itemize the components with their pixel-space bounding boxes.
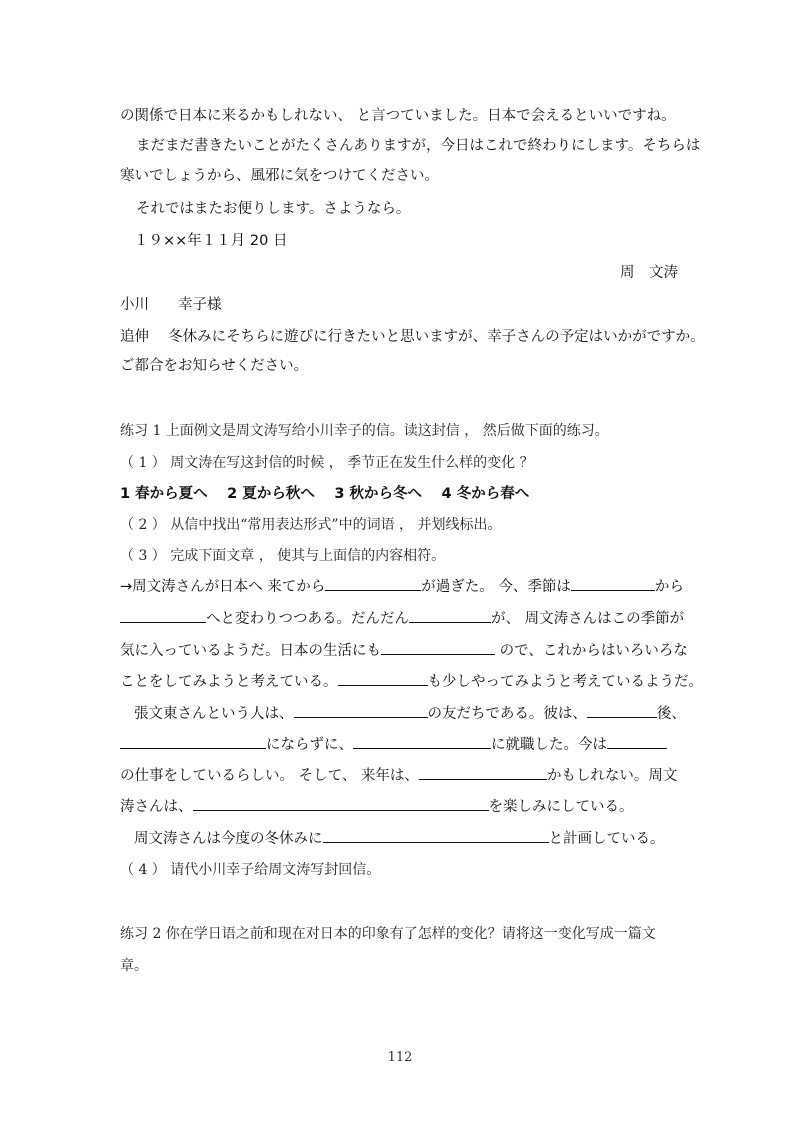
fill-line-5: [134, 704, 686, 724]
fill-line-4: [120, 672, 703, 692]
letter-line-1: の関係で日本に来るかもしれない、 と言つていました。日本で会えるといいですね。: [120, 108, 676, 124]
letter-postscript: [120, 327, 705, 347]
fill-blank[interactable]: [120, 609, 206, 623]
fill-blank[interactable]: [381, 641, 495, 655]
letter-postscript-line-2: ご都合をお知らせください。: [120, 358, 309, 374]
fill-line-6: [120, 735, 667, 755]
exercise1-q2: （ 2 ） 从信中找出“常用表达形式”中的词语 ， 并划线标出。: [120, 517, 502, 533]
fill-text: から: [654, 579, 684, 595]
letter-line-2: まだまだ書きたいことがたくさんありますが，今日はこれで終わりにします。そちらは: [136, 138, 701, 154]
fill-blank[interactable]: [409, 609, 491, 623]
fill-text: 涛さんは、: [120, 799, 193, 815]
fill-blank[interactable]: [325, 577, 421, 591]
fill-text: に就職した。今は: [491, 737, 607, 753]
fill-blank[interactable]: [587, 704, 657, 718]
exercise1-q1: （ 1 ） 周文涛在写这封信的时候 ， 季节正在发生什么样的变化 ？: [120, 455, 534, 471]
exercise1-q3: （ 3 ） 完成下面文章 ， 使其与上面信的内容相符。: [120, 548, 446, 564]
exercise2-line-2: 章。: [120, 958, 148, 974]
ps-label: 追伸: [120, 329, 149, 345]
fill-line-7: [120, 766, 677, 786]
fill-blank[interactable]: [120, 735, 266, 749]
fill-text: へと変わりつつある。だんだん: [206, 611, 409, 627]
fill-blank[interactable]: [607, 735, 667, 749]
fill-text: の友だちである。彼は、: [427, 706, 587, 722]
fill-text: と計画している。: [548, 831, 665, 847]
fill-blank[interactable]: [353, 735, 491, 749]
fill-text: 周文涛さんは今度の冬休みに: [134, 831, 323, 847]
ps-text: 冬休みにそちらに遊びに行きたいと思いますが、幸子さんの予定はいかがですか。: [168, 329, 705, 345]
fill-text: かもしれない。周文: [546, 768, 678, 784]
fill-blank[interactable]: [323, 829, 549, 843]
fill-line-1: [120, 577, 684, 597]
letter-line-3: 寒いでしょうから、風邪に気をつけてください。: [120, 168, 439, 184]
fill-blank[interactable]: [338, 672, 428, 686]
fill-text: 張文東さんという人は、: [134, 706, 294, 722]
fill-line-9: [134, 829, 665, 849]
fill-text: が、 周文涛さんはこの季節が: [491, 611, 685, 627]
fill-text: →周文涛さんが日本へ 来てから: [120, 579, 326, 595]
fill-text: 気に入っているようだ。日本の生活にも: [120, 643, 381, 659]
fill-blank[interactable]: [193, 797, 489, 811]
exercise1-title: 练习 1 上面例文是周文涛写给小川幸子的信。读这封信 ， 然后做下面的练习。: [120, 423, 609, 439]
fill-blank[interactable]: [571, 577, 655, 591]
fill-text: の仕事をしているらしい。 そして、 来年は、: [120, 768, 419, 784]
fill-text: ことをしてみようと考えている。: [120, 674, 338, 690]
exercise1-q4: （ 4 ） 请代小川幸子给周文涛写封回信。: [120, 862, 381, 878]
letter-recipient: 小川 幸子様: [120, 297, 222, 313]
fill-line-2: [120, 609, 684, 629]
exercise1-options: 1 春から夏へ 2 夏から秋へ 3 秋から冬へ 4 冬から春へ: [120, 486, 530, 502]
page-number: 112: [387, 1050, 413, 1065]
exercise2-line-1: 练习 2 你在学日语之前和现在对日本的印象有了怎样的变化？请将这一变化写成一篇文: [120, 926, 656, 942]
fill-blank[interactable]: [419, 766, 547, 780]
fill-text: が過ぎた。 今、季節は: [421, 579, 571, 595]
letter-line-4: それではまたお便りします。さようなら。: [136, 201, 411, 217]
letter-date: １９××年１１月 20 日: [134, 233, 288, 249]
fill-text: にならずに、: [266, 737, 353, 753]
fill-blank[interactable]: [294, 704, 428, 718]
fill-text: ので、これからはいろいろな: [495, 643, 688, 659]
fill-text: も少しやってみようと考えているようだ。: [427, 674, 703, 690]
fill-line-8: [120, 797, 634, 817]
fill-text: を楽しみにしている。: [488, 799, 634, 815]
fill-line-3: [120, 641, 688, 661]
letter-sender: 周 文涛: [620, 265, 678, 281]
fill-text: 後、: [656, 706, 686, 722]
